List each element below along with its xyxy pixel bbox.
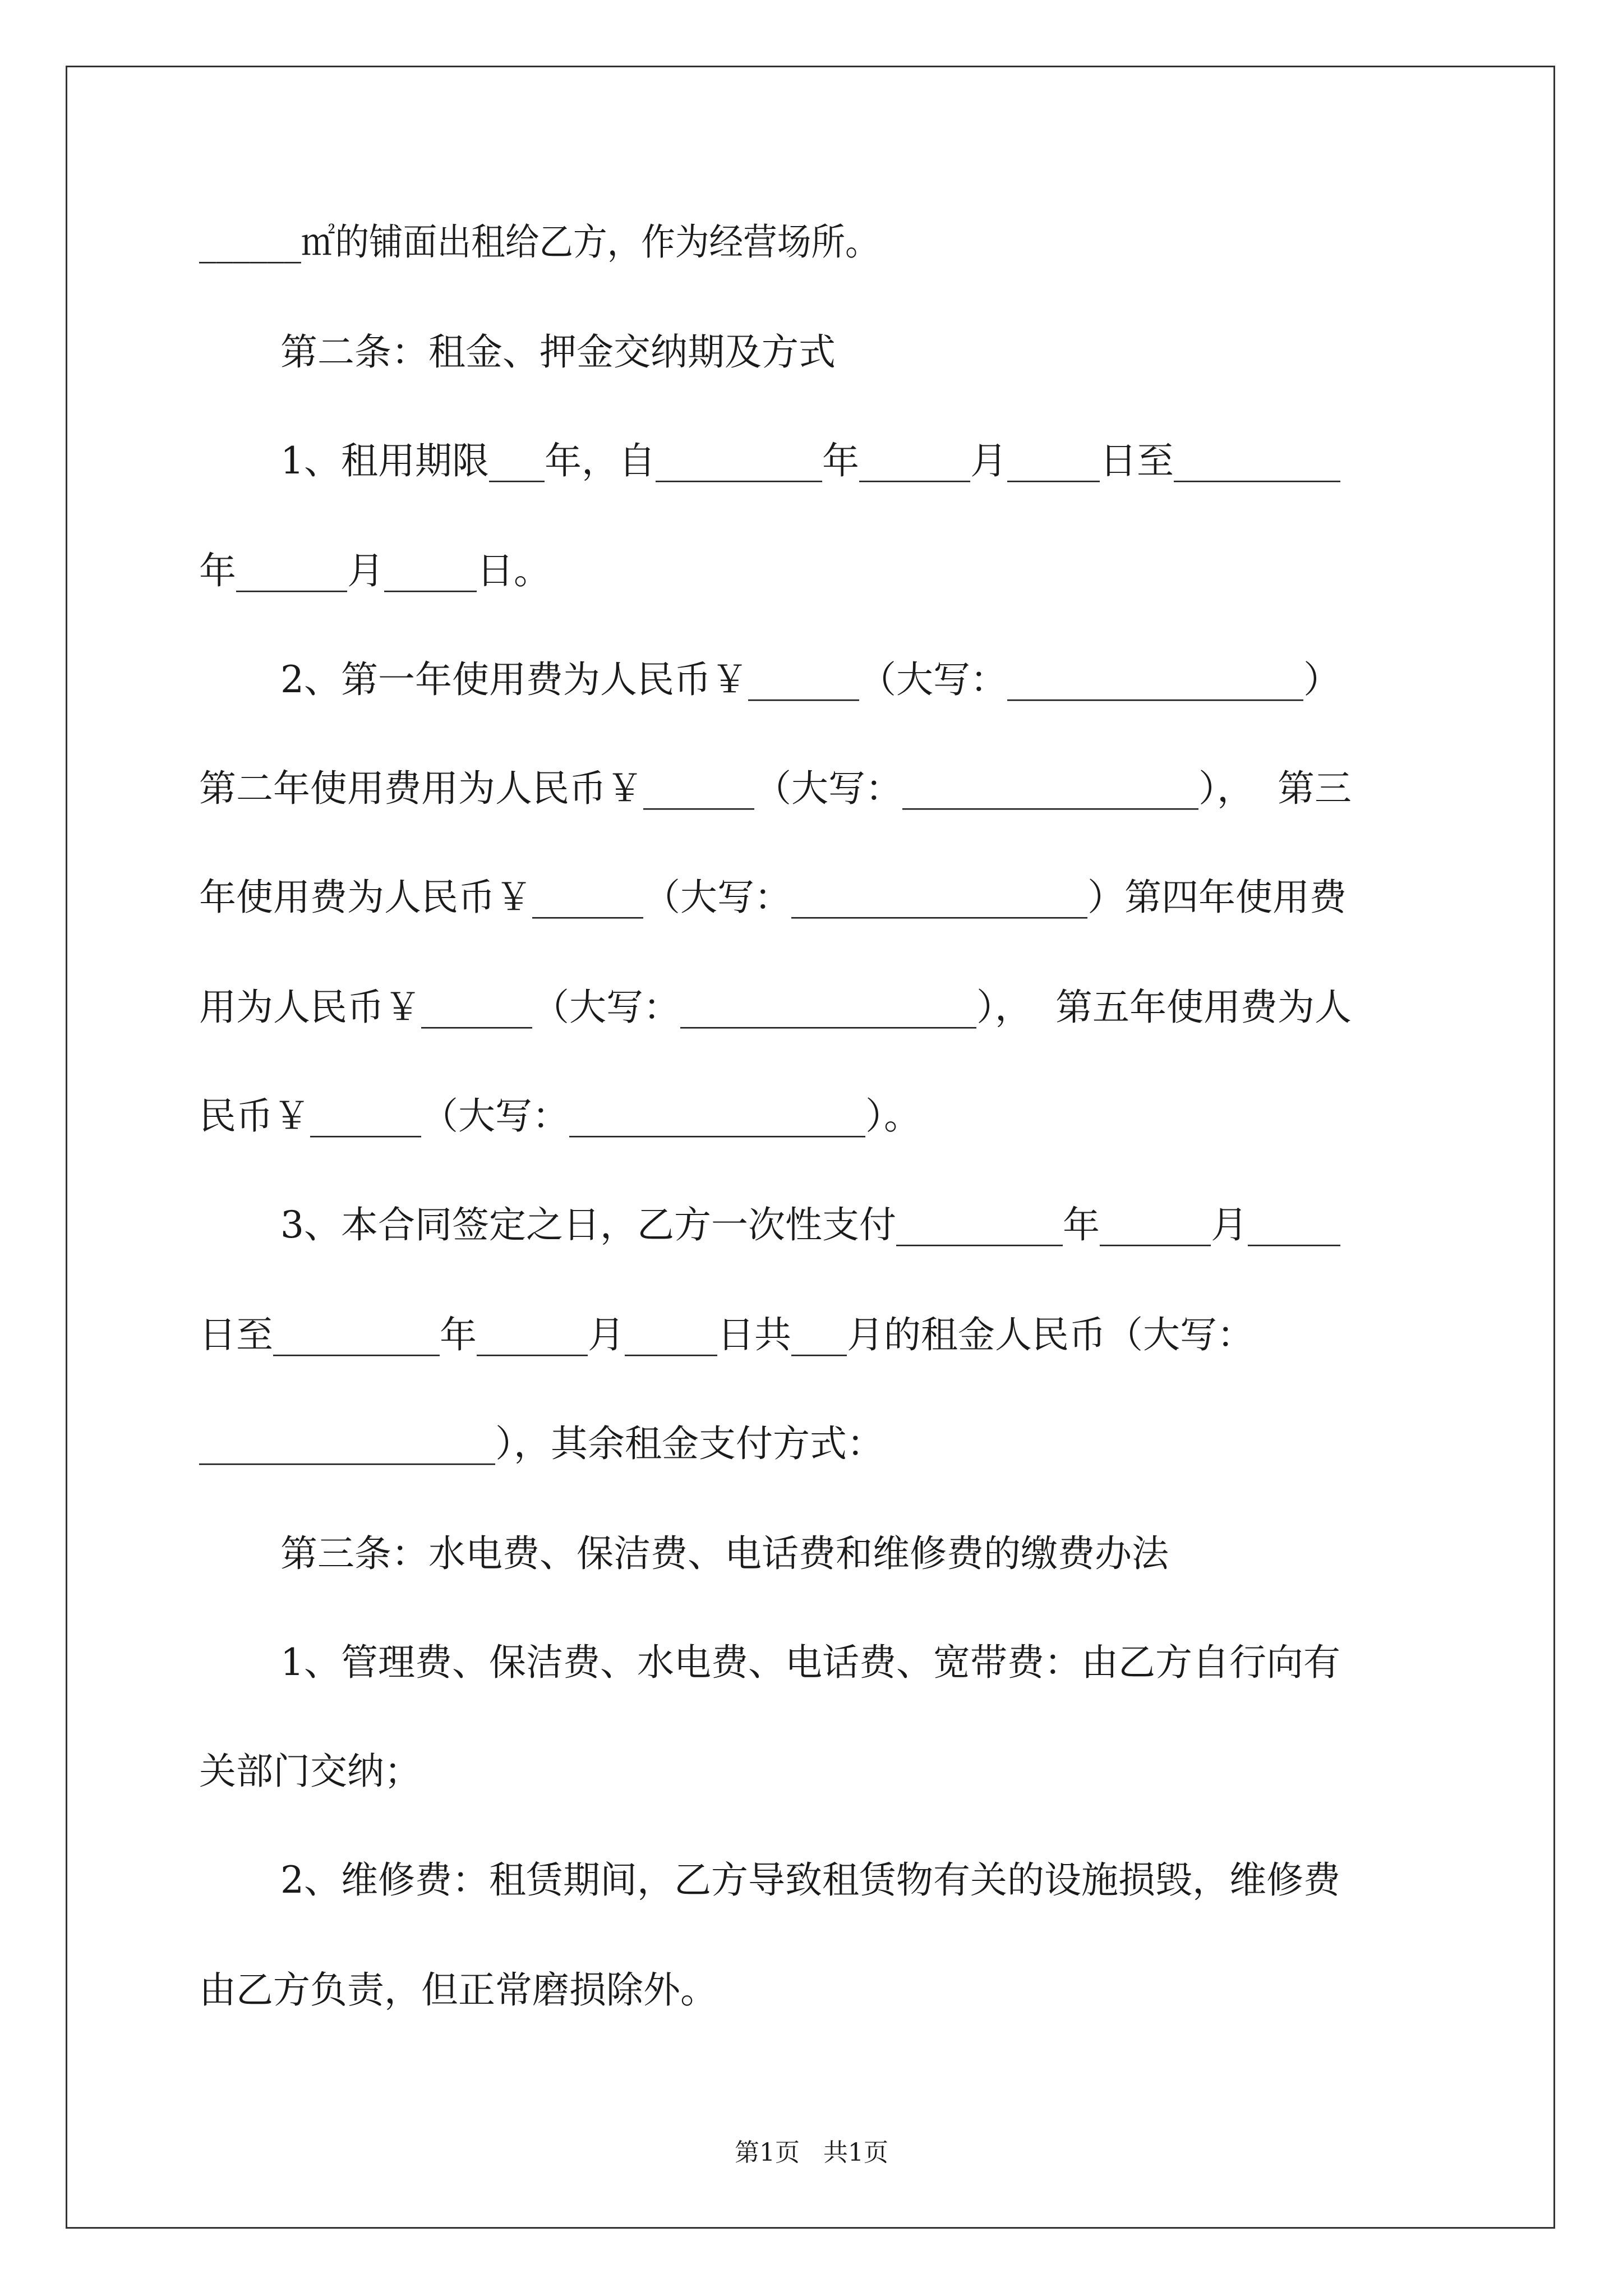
text-line: 年使用费为人民币￥______（大写：________________）第四年使用费 [199, 876, 1347, 919]
page-border [66, 66, 1555, 2229]
text-line: 日至_________年______月_____日共___月的租金人民币（大写： [199, 1313, 1254, 1356]
section-heading: 第三条：水电费、保洁费、电话费和维修费的缴费办法 [280, 1532, 1169, 1575]
text-line: 民币￥______（大写：________________）。 [199, 1094, 921, 1138]
text-line: 用为人民币￥______（大写：________________）， 第五年使用费为人 [199, 986, 1352, 1029]
page-footer: 第1页 共1页 [735, 2138, 888, 2167]
text-line: 由乙方负责，但正常磨损除外。 [199, 1968, 717, 2012]
text-line: ______㎡的铺面出租给乙方，作为经营场所。 [199, 220, 879, 264]
text-line: 3、本合同签定之日，乙方一次性支付_________年______月_____ [280, 1203, 1340, 1246]
text-line: 1、管理费、保洁费、水电费、电话费、宽带费：由乙方自行向有 [280, 1641, 1340, 1684]
text-line: 2、维修费：租赁期间，乙方导致租赁物有关的设施损毁，维修费 [280, 1858, 1340, 1902]
text-line: 2、第一年使用费为人民币￥______（大写：________________） [280, 658, 1340, 701]
text-line: 关部门交纳； [199, 1750, 421, 1793]
text-line: ________________），其余租金支付方式： [199, 1422, 884, 1465]
text-line: 第二年使用费用为人民币￥______（大写：________________）， 第三 [199, 767, 1352, 810]
text-line: 年______月_____日。 [199, 549, 551, 592]
text-line: 1、租用期限___年，自_________年______月_____日至_________ [280, 439, 1340, 482]
section-heading: 第二条：租金、押金交纳期及方式 [280, 330, 836, 374]
